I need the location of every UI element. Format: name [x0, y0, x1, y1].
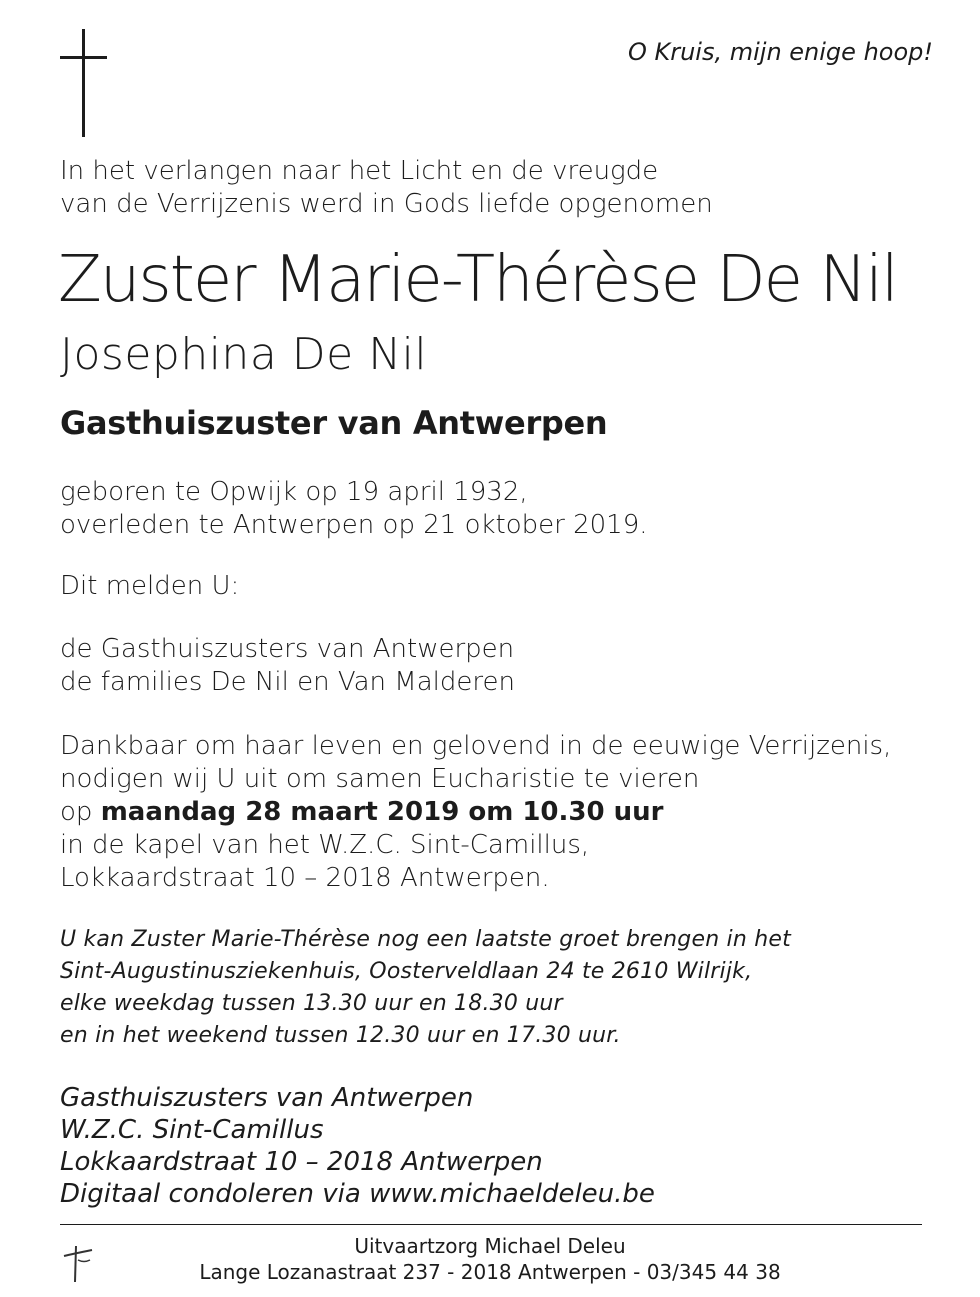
service-line: nodigen wij U uit om samen Eucharistie te vieren	[60, 764, 700, 794]
life-dates	[60, 476, 648, 542]
intro-line: In het verlangen naar het Licht en de vreugde	[60, 156, 659, 186]
visit-line: elke weekdag tussen 13.30 uur en 18.30 uur	[60, 991, 563, 1016]
contact-line: Gasthuiszusters van Antwerpen	[60, 1083, 474, 1113]
funeral-logo-icon	[60, 1238, 96, 1286]
death-line: overleden te Antwerpen op 21 oktober 2019.	[60, 510, 648, 540]
service-line: Lokkaardstraat 10 – 2018 Antwerpen.	[60, 863, 550, 893]
deceased-name: Zuster Marie-Thérèse De Nil	[58, 243, 897, 317]
funeral-home-name: Uitvaartzorg Michael Deleu	[354, 1234, 626, 1258]
civil-name: Josephina De Nil	[60, 329, 428, 380]
cross-icon-horizontal	[60, 56, 107, 59]
service-date-prefix: op	[60, 797, 101, 827]
visit-line: Sint-Augustinusziekenhuis, Oosterveldlaan 24 te 2610 Wilrijk,	[60, 959, 753, 984]
contact-line: W.Z.C. Sint-Camillus	[60, 1115, 324, 1145]
intro-text	[60, 155, 713, 221]
contact-line: Lokkaardstraat 10 – 2018 Antwerpen	[60, 1147, 543, 1177]
service-line: Dankbaar om haar leven en gelovend in de eeuwige Verrijzenis,	[60, 731, 892, 761]
contact-line: Digitaal condoleren via www.michaeldeleu.be	[60, 1179, 655, 1209]
divider	[60, 1224, 922, 1225]
service-date: maandag 28 maart 2019 om 10.30 uur	[100, 797, 664, 827]
visitation-info	[60, 924, 791, 1052]
congregation-title: Gasthuiszuster van Antwerpen	[60, 404, 608, 442]
family-item: de Gasthuiszusters van Antwerpen	[60, 634, 515, 664]
cross-icon-vertical	[82, 29, 85, 137]
service-line: in de kapel van het W.Z.C. Sint-Camillus,	[60, 830, 590, 860]
visit-line: en in het weekend tussen 12.30 uur en 17.30 uur.	[60, 1023, 621, 1048]
birth-line: geboren te Opwijk op 19 april 1932,	[60, 477, 528, 507]
family-item: de families De Nil en Van Malderen	[60, 667, 515, 697]
intro-line: van de Verrijzenis werd in Gods liefde opgenomen	[60, 189, 713, 219]
contact-address	[60, 1082, 655, 1210]
announce-line: Dit melden U:	[60, 571, 240, 601]
funeral-home-address: Lange Lozanastraat 237 - 2018 Antwerpen - 03/345 44 38	[199, 1260, 781, 1284]
service-date-line	[60, 796, 891, 829]
visit-line: U kan Zuster Marie-Thérèse nog een laatste groet brengen in het	[60, 927, 791, 952]
service-info	[60, 730, 891, 895]
family-list	[60, 633, 515, 699]
motto: O Kruis, mijn enige hoop!	[627, 38, 933, 66]
